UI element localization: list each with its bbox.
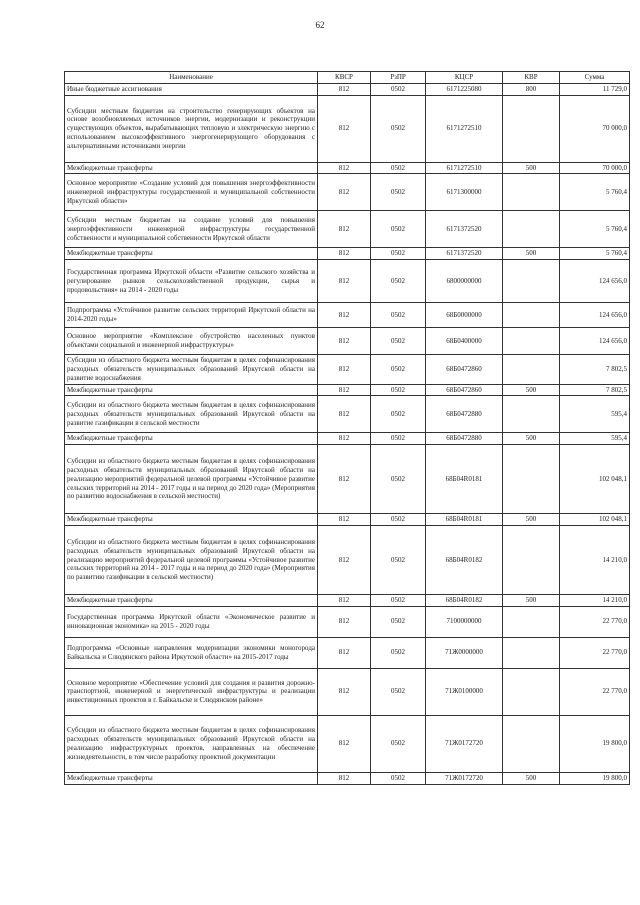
cell-kvr [503, 95, 560, 162]
cell-name: Иные бюджетные ассигнования [65, 83, 318, 95]
cell-kvr: 800 [503, 83, 560, 95]
cell-sum: 102 048,1 [560, 514, 630, 526]
cell-rzpr: 0502 [371, 514, 426, 526]
header-kvr: КВР [503, 72, 560, 84]
cell-sum: 124 656,0 [560, 303, 630, 328]
table-row [65, 772, 630, 784]
cell-rzpr: 0502 [371, 772, 426, 784]
cell-name: Основное мероприятие «Создание условий для повышения энергоэффективности инженерной инфраструктуры государственной и муниципальной собственности Иркутской области» [65, 174, 318, 211]
cell-sum: 595,4 [560, 433, 630, 445]
table-row [65, 606, 630, 637]
cell-kvsr: 812 [318, 248, 371, 260]
cell-kvsr: 812 [318, 174, 371, 211]
cell-name: Субсидии из областного бюджета местным бюджетам в целях софинансирования расходных обязательств муниципальных образований Иркутской области на развитие газификации в сельской местности [65, 396, 318, 433]
cell-name: Межбюджетные трансферты [65, 514, 318, 526]
table-row [65, 514, 630, 526]
cell-kvsr: 812 [318, 211, 371, 248]
cell-kvr [503, 211, 560, 248]
cell-rzpr: 0502 [371, 248, 426, 260]
header-name: Наименование [65, 72, 318, 84]
cell-rzpr: 0502 [371, 606, 426, 637]
cell-kvr: 500 [503, 248, 560, 260]
cell-kvr: 500 [503, 162, 560, 174]
cell-sum: 70 000,0 [560, 162, 630, 174]
table-row [65, 715, 630, 772]
cell-kvr [503, 606, 560, 637]
cell-kvr [503, 174, 560, 211]
cell-sum: 22 770,0 [560, 606, 630, 637]
table-row [65, 384, 630, 396]
cell-kvsr: 812 [318, 772, 371, 784]
cell-kvsr: 812 [318, 668, 371, 715]
cell-kcsr: 7100000000 [426, 606, 503, 637]
cell-sum: 22 770,0 [560, 668, 630, 715]
cell-kcsr: 6171300000 [426, 174, 503, 211]
cell-kvr [503, 303, 560, 328]
cell-kvr: 500 [503, 514, 560, 526]
cell-kvsr: 812 [318, 525, 371, 594]
cell-name: Межбюджетные трансферты [65, 384, 318, 396]
cell-kvsr: 812 [318, 637, 371, 668]
cell-kvr [503, 328, 560, 355]
cell-name: Субсидии из областного бюджета местным бюджетам в целях софинансирования расходных обязательств муниципальных образований Иркутской области на реализацию инфраструктурных проектов, направленных на обеспечение жизнедеятельности, в том числе разработку проектной документации [65, 715, 318, 772]
table-row [65, 248, 630, 260]
cell-rzpr: 0502 [371, 525, 426, 594]
cell-sum: 19 800,0 [560, 715, 630, 772]
cell-name: Межбюджетные трансферты [65, 162, 318, 174]
cell-sum: 7 802,5 [560, 355, 630, 384]
cell-sum: 14 210,0 [560, 525, 630, 594]
cell-kvsr: 812 [318, 260, 371, 303]
cell-sum: 5 760,4 [560, 248, 630, 260]
cell-rzpr: 0502 [371, 83, 426, 95]
cell-sum: 5 760,4 [560, 211, 630, 248]
cell-name: Межбюджетные трансферты [65, 433, 318, 445]
cell-rzpr: 0502 [371, 95, 426, 162]
table-row [65, 433, 630, 445]
cell-sum: 102 048,1 [560, 445, 630, 514]
cell-name: Основное мероприятие «Обеспечение условий для создания и развития дорожно-транспортной, инженерной и энергетической инфраструктуры и реализации инвестиционных проектов в г. Байкальске и Слюдянском районе» [65, 668, 318, 715]
cell-kvr: 500 [503, 433, 560, 445]
table-row [65, 525, 630, 594]
cell-sum: 124 656,0 [560, 260, 630, 303]
cell-rzpr: 0502 [371, 445, 426, 514]
cell-sum: 14 210,0 [560, 594, 630, 606]
cell-kvr [503, 445, 560, 514]
cell-kvr: 500 [503, 384, 560, 396]
cell-kvr [503, 525, 560, 594]
cell-kvr [503, 715, 560, 772]
cell-name: Подпрограмма «Устойчивое развитие сельских территорий Иркутской области на 2014-2020 годы» [65, 303, 318, 328]
cell-kcsr: 68Б04R0181 [426, 514, 503, 526]
cell-name: Государственная программа Иркутской области «Развитие сельского хозяйства и регулирование рынков сельскохозяйственной продукции, сырья и продовольствия» на 2014 - 2020 годы [65, 260, 318, 303]
cell-sum: 5 760,4 [560, 174, 630, 211]
cell-kvr [503, 637, 560, 668]
cell-name: Подпрограмма «Основные направления модернизации экономики моногорода Байкальска и Слюдянского района Иркутской области» на 2015-2017 годы [65, 637, 318, 668]
cell-rzpr: 0502 [371, 355, 426, 384]
cell-kcsr: 68Б04R0182 [426, 594, 503, 606]
cell-kvsr: 812 [318, 594, 371, 606]
cell-rzpr: 0502 [371, 396, 426, 433]
cell-kcsr: 6171372520 [426, 211, 503, 248]
cell-kvsr: 812 [318, 514, 371, 526]
cell-kvr [503, 355, 560, 384]
cell-kvr [503, 668, 560, 715]
cell-kvsr: 812 [318, 606, 371, 637]
cell-kcsr: 68Б0400000 [426, 328, 503, 355]
cell-sum: 11 729,0 [560, 83, 630, 95]
cell-kvsr: 812 [318, 83, 371, 95]
cell-kvsr: 812 [318, 715, 371, 772]
cell-kcsr: 71Ж0100000 [426, 668, 503, 715]
cell-kcsr: 6171225080 [426, 83, 503, 95]
table-row [65, 594, 630, 606]
cell-kcsr: 6800000000 [426, 260, 503, 303]
cell-kcsr: 68Б0472860 [426, 384, 503, 396]
cell-rzpr: 0502 [371, 384, 426, 396]
table-row [65, 668, 630, 715]
cell-kcsr: 6171372520 [426, 248, 503, 260]
cell-kcsr: 6171272510 [426, 162, 503, 174]
cell-sum: 124 656,0 [560, 328, 630, 355]
table-row [65, 162, 630, 174]
table-row [65, 303, 630, 328]
cell-name: Субсидии местным бюджетам на создание условий для повышения энергоэффективности инженерной инфраструктуры государственной собственности и муниципальной собственности Иркутской области [65, 211, 318, 248]
table-row [65, 211, 630, 248]
table-row [65, 355, 630, 384]
cell-name: Субсидии из областного бюджета местным бюджетам в целях софинансирования расходных обязательств муниципальных образований Иркутской области на реализацию мероприятий федеральной целевой программы «Устойчивое развитие сельских территорий на 2014 - 2017 годы и на период до 2020 года» (Мероприятия по развитию газификации в сельской местности) [65, 525, 318, 594]
cell-rzpr: 0502 [371, 174, 426, 211]
cell-kvsr: 812 [318, 355, 371, 384]
cell-name: Субсидии из областного бюджета местным бюджетам в целях софинансирования расходных обязательств муниципальных образований Иркутской области на реализацию мероприятий федеральной целевой программы «Устойчивое развитие сельских территорий на 2014 - 2017 годы и на период до 2020 года» (Мероприятия по развитию водоснабжения в сельской местности) [65, 445, 318, 514]
cell-sum: 19 800,0 [560, 772, 630, 784]
cell-kvsr: 812 [318, 433, 371, 445]
header-kvsr: КВСР [318, 72, 371, 84]
cell-rzpr: 0502 [371, 260, 426, 303]
cell-sum: 22 770,0 [560, 637, 630, 668]
table-header-row [65, 72, 630, 84]
cell-kvsr: 812 [318, 445, 371, 514]
table-row [65, 328, 630, 355]
cell-kvr: 500 [503, 594, 560, 606]
cell-kvr [503, 396, 560, 433]
cell-name: Межбюджетные трансферты [65, 248, 318, 260]
table-row [65, 396, 630, 433]
cell-kcsr: 68Б04R0181 [426, 445, 503, 514]
table-row [65, 174, 630, 211]
cell-kcsr: 6171272510 [426, 95, 503, 162]
cell-kvsr: 812 [318, 328, 371, 355]
cell-name: Государственная программа Иркутской области «Экономическое развитие и инновационная экономика» на 2015 - 2020 годы [65, 606, 318, 637]
cell-kcsr: 68Б0472880 [426, 433, 503, 445]
header-sum: Сумма [560, 72, 630, 84]
cell-kcsr: 71Ж0000000 [426, 637, 503, 668]
cell-sum: 70 000,0 [560, 95, 630, 162]
table-row [65, 637, 630, 668]
cell-name: Межбюджетные трансферты [65, 594, 318, 606]
cell-kcsr: 68Б0472860 [426, 355, 503, 384]
cell-kcsr: 71Ж0172720 [426, 715, 503, 772]
cell-name: Межбюджетные трансферты [65, 772, 318, 784]
cell-kvsr: 812 [318, 396, 371, 433]
cell-rzpr: 0502 [371, 162, 426, 174]
cell-kcsr: 71Ж0172720 [426, 772, 503, 784]
cell-rzpr: 0502 [371, 433, 426, 445]
cell-kvsr: 812 [318, 95, 371, 162]
cell-sum: 7 802,5 [560, 384, 630, 396]
budget-table [64, 71, 630, 785]
cell-rzpr: 0502 [371, 328, 426, 355]
cell-rzpr: 0502 [371, 668, 426, 715]
cell-rzpr: 0502 [371, 211, 426, 248]
cell-kvr [503, 260, 560, 303]
cell-kcsr: 68Б04R0182 [426, 525, 503, 594]
cell-rzpr: 0502 [371, 303, 426, 328]
cell-rzpr: 0502 [371, 594, 426, 606]
cell-kcsr: 68Б0472880 [426, 396, 503, 433]
cell-name: Субсидии местным бюджетам на строительство генерирующих объектов на основе возобновляемых источников энергии, модернизации и реконструкции существующих объектов, вырабатывающих тепловую и электрическую энергию с использованием высокоэффективного энергогенерирующего оборудования с альтернативными источниками энергии [65, 95, 318, 162]
table-row [65, 445, 630, 514]
cell-rzpr: 0502 [371, 637, 426, 668]
cell-kcsr: 68Б0000000 [426, 303, 503, 328]
cell-sum: 595,4 [560, 396, 630, 433]
cell-name: Субсидии из областного бюджета местным бюджетам в целях софинансирования расходных обязательств муниципальных образований Иркутской области на развитие водоснабжения [65, 355, 318, 384]
header-rzpr: РзПР [371, 72, 426, 84]
header-kcsr: КЦСР [426, 72, 503, 84]
table-row [65, 260, 630, 303]
cell-kvsr: 812 [318, 384, 371, 396]
cell-name: Основное мероприятие «Комплексное обустройство населенных пунктов объектами социальной и инженерной инфраструктуры» [65, 328, 318, 355]
cell-kvsr: 812 [318, 162, 371, 174]
cell-kvr: 500 [503, 772, 560, 784]
table-row [65, 83, 630, 95]
table-row [65, 95, 630, 162]
cell-rzpr: 0502 [371, 715, 426, 772]
cell-kvsr: 812 [318, 303, 371, 328]
page-number: 62 [315, 20, 325, 30]
